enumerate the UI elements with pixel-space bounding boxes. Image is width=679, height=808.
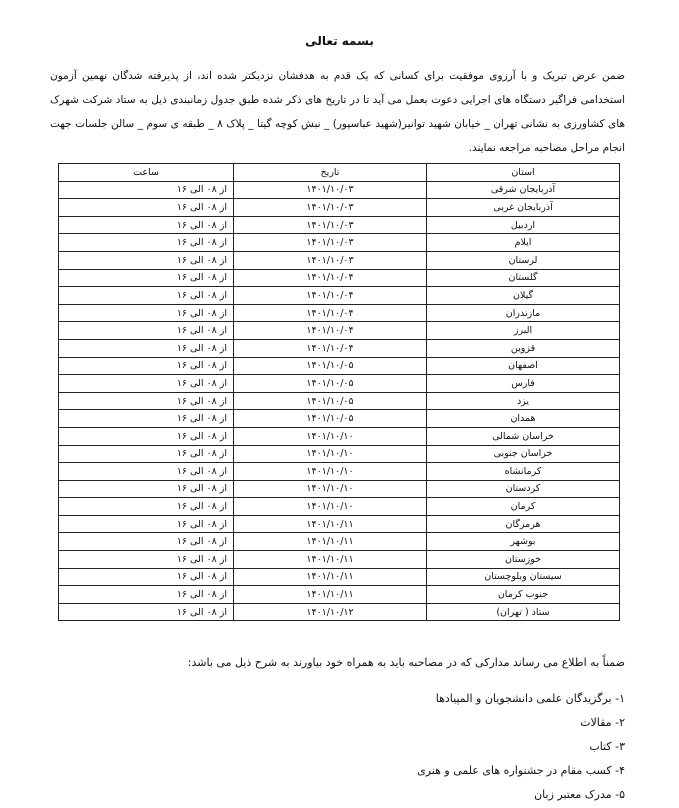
province-cell: اردبیل <box>427 216 620 234</box>
province-cell: سیستان وبلوچستان <box>427 568 620 586</box>
table-row <box>59 427 620 445</box>
time-cell: از ۰۸ الی ۱۶ <box>59 463 234 481</box>
header-province: استان <box>427 164 620 182</box>
table-row <box>59 357 620 375</box>
table-row <box>59 251 620 269</box>
province-cell: خراسان شمالی <box>427 427 620 445</box>
province-cell: اصفهان <box>427 357 620 375</box>
province-cell: گلستان <box>427 269 620 287</box>
intro-paragraph: ضمن عرض تبریک و با آرزوی موفقیت برای کسانی که یک قدم به هدفشان نزدیکتر شده اند، از پذیرفته شدگان نهمین آزمون استخدامی فراگیر دستگاه های اجرایی دعوت بعمل می آید تا در تاریخ های ذکر شده طبق جدول زمانبندی ذیل به ستاد شرکت شهرک های کشاورزی به نشانی تهران _ خیابان شهید توانیر(شهید عباسپور) _ نبش کوچه گیتا _ پلاک ۸ _ طبقه ی سوم _ سالن جلسات جهت انجام مراحل مصاحبه مراجعه نمایند. <box>50 70 626 154</box>
date-cell: ۱۴۰۱/۱۰/۰۳ <box>234 181 427 199</box>
time-cell: از ۰۸ الی ۱۶ <box>59 339 234 357</box>
province-cell: لرستان <box>427 251 620 269</box>
province-cell: ایلام <box>427 234 620 252</box>
province-cell: ستاد ( تهران) <box>427 603 620 621</box>
document-list-item: ۲- مقالات <box>580 716 625 729</box>
province-cell: آذربایجان غربی <box>427 199 620 217</box>
date-cell: ۱۴۰۱/۱۰/۱۱ <box>234 533 427 551</box>
time-cell: از ۰۸ الی ۱۶ <box>59 181 234 199</box>
date-cell: ۱۴۰۱/۱۰/۱۲ <box>234 603 427 621</box>
time-cell: از ۰۸ الی ۱۶ <box>59 287 234 305</box>
table-row <box>59 287 620 305</box>
province-cell: گیلان <box>427 287 620 305</box>
time-cell: از ۰۸ الی ۱۶ <box>59 410 234 428</box>
province-cell: بوشهر <box>427 533 620 551</box>
date-cell: ۱۴۰۱/۱۰/۰۴ <box>234 287 427 305</box>
table-row <box>59 480 620 498</box>
date-cell: ۱۴۰۱/۱۰/۱۱ <box>234 586 427 604</box>
date-cell: ۱۴۰۱/۱۰/۰۵ <box>234 357 427 375</box>
time-cell: از ۰۸ الی ۱۶ <box>59 269 234 287</box>
interview-schedule-table <box>58 163 620 621</box>
province-cell: یزد <box>427 392 620 410</box>
header-date: تاریخ <box>234 164 427 182</box>
table-row <box>59 551 620 569</box>
table-row <box>59 375 620 393</box>
table-row <box>59 181 620 199</box>
table-row <box>59 339 620 357</box>
time-cell: از ۰۸ الی ۱۶ <box>59 392 234 410</box>
header-time: ساعت <box>59 164 234 182</box>
date-cell: ۱۴۰۱/۱۰/۱۰ <box>234 463 427 481</box>
time-cell: از ۰۸ الی ۱۶ <box>59 375 234 393</box>
province-cell: آذربایجان شرقی <box>427 181 620 199</box>
document-list-item: ۱- برگزیدگان علمی دانشجویان و المپیادها <box>435 692 625 705</box>
table-row <box>59 568 620 586</box>
province-cell: خوزستان <box>427 551 620 569</box>
time-cell: از ۰۸ الی ۱۶ <box>59 603 234 621</box>
date-cell: ۱۴۰۱/۱۰/۱۱ <box>234 551 427 569</box>
document-title: بسمه تعالی <box>305 34 374 48</box>
date-cell: ۱۴۰۱/۱۰/۰۴ <box>234 269 427 287</box>
province-cell: کرمانشاه <box>427 463 620 481</box>
province-cell: هرمزگان <box>427 515 620 533</box>
date-cell: ۱۴۰۱/۱۰/۰۴ <box>234 339 427 357</box>
time-cell: از ۰۸ الی ۱۶ <box>59 216 234 234</box>
time-cell: از ۰۸ الی ۱۶ <box>59 322 234 340</box>
time-cell: از ۰۸ الی ۱۶ <box>59 533 234 551</box>
time-cell: از ۰۸ الی ۱۶ <box>59 480 234 498</box>
province-cell: کردستان <box>427 480 620 498</box>
table-row <box>59 304 620 322</box>
province-cell: کرمان <box>427 498 620 516</box>
time-cell: از ۰۸ الی ۱۶ <box>59 515 234 533</box>
table-row <box>59 216 620 234</box>
time-cell: از ۰۸ الی ۱۶ <box>59 568 234 586</box>
table-body <box>59 181 620 621</box>
time-cell: از ۰۸ الی ۱۶ <box>59 304 234 322</box>
province-cell: مازندران <box>427 304 620 322</box>
time-cell: از ۰۸ الی ۱۶ <box>59 551 234 569</box>
time-cell: از ۰۸ الی ۱۶ <box>59 234 234 252</box>
date-cell: ۱۴۰۱/۱۰/۰۵ <box>234 375 427 393</box>
document-list-item: ۵- مدرک معتبر زبان <box>534 788 625 801</box>
table-row <box>59 533 620 551</box>
time-cell: از ۰۸ الی ۱۶ <box>59 199 234 217</box>
document-list-item: ۳- کتاب <box>589 740 625 753</box>
date-cell: ۱۴۰۱/۱۰/۰۴ <box>234 304 427 322</box>
table-row <box>59 199 620 217</box>
province-cell: البرز <box>427 322 620 340</box>
province-cell: خراسان جنوبی <box>427 445 620 463</box>
date-cell: ۱۴۰۱/۱۰/۰۳ <box>234 234 427 252</box>
document-list-item: ۴- کسب مقام در جشنواره های علمی و هنری <box>417 764 625 777</box>
table-row <box>59 515 620 533</box>
province-cell: قزوین <box>427 339 620 357</box>
table-row <box>59 498 620 516</box>
date-cell: ۱۴۰۱/۱۰/۰۴ <box>234 322 427 340</box>
table-row <box>59 463 620 481</box>
date-cell: ۱۴۰۱/۱۰/۱۰ <box>234 445 427 463</box>
table-row <box>59 322 620 340</box>
table-row <box>59 269 620 287</box>
table-row <box>59 392 620 410</box>
date-cell: ۱۴۰۱/۱۰/۰۳ <box>234 199 427 217</box>
documents-note: ضمناً به اطلاع می رساند مدارکی که در مصاحبه باید به همراه خود بیاورند به شرح ذیل می باشد: <box>187 656 625 669</box>
date-cell: ۱۴۰۱/۱۰/۰۳ <box>234 216 427 234</box>
province-cell: همدان <box>427 410 620 428</box>
table-row <box>59 410 620 428</box>
table-row <box>59 586 620 604</box>
table-row <box>59 603 620 621</box>
date-cell: ۱۴۰۱/۱۰/۰۵ <box>234 392 427 410</box>
table-header-row <box>59 164 620 182</box>
date-cell: ۱۴۰۱/۱۰/۱۱ <box>234 568 427 586</box>
date-cell: ۱۴۰۱/۱۰/۱۰ <box>234 480 427 498</box>
date-cell: ۱۴۰۱/۱۰/۱۰ <box>234 427 427 445</box>
date-cell: ۱۴۰۱/۱۰/۰۵ <box>234 410 427 428</box>
province-cell: فارس <box>427 375 620 393</box>
province-cell: جنوب کرمان <box>427 586 620 604</box>
time-cell: از ۰۸ الی ۱۶ <box>59 586 234 604</box>
date-cell: ۱۴۰۱/۱۰/۱۱ <box>234 515 427 533</box>
table-row <box>59 234 620 252</box>
time-cell: از ۰۸ الی ۱۶ <box>59 357 234 375</box>
time-cell: از ۰۸ الی ۱۶ <box>59 251 234 269</box>
required-documents-list <box>50 688 625 808</box>
time-cell: از ۰۸ الی ۱۶ <box>59 498 234 516</box>
date-cell: ۱۴۰۱/۱۰/۰۳ <box>234 251 427 269</box>
time-cell: از ۰۸ الی ۱۶ <box>59 445 234 463</box>
table-row <box>59 445 620 463</box>
time-cell: از ۰۸ الی ۱۶ <box>59 427 234 445</box>
date-cell: ۱۴۰۱/۱۰/۱۰ <box>234 498 427 516</box>
